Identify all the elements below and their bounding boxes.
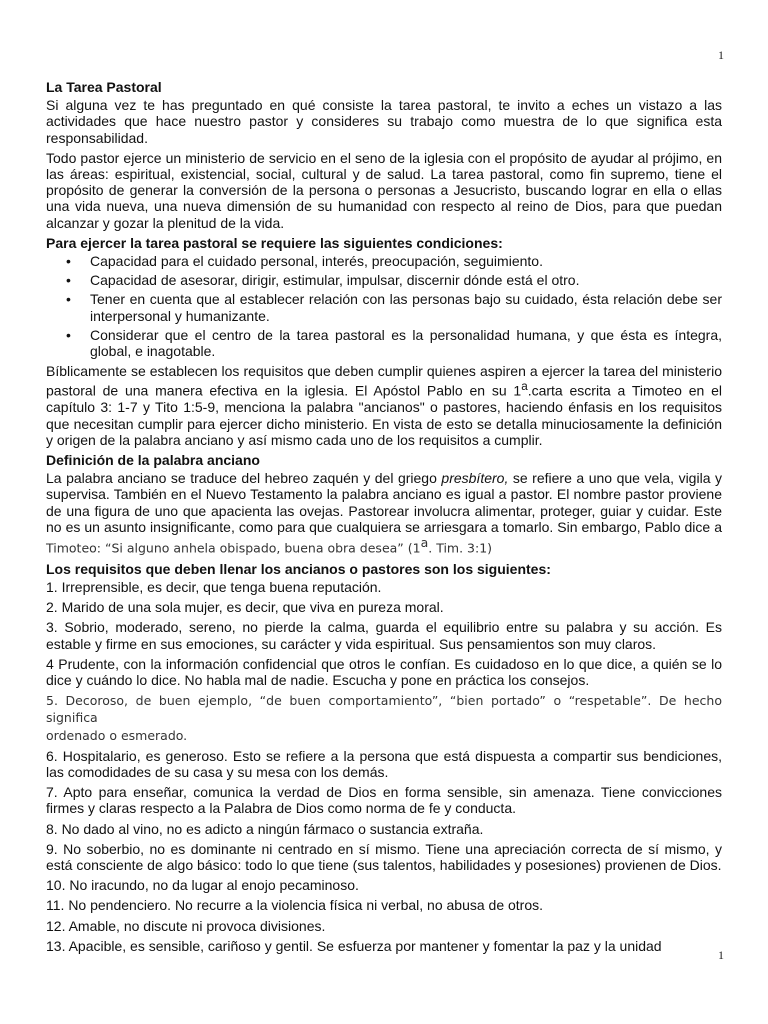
- definition-text-2: se refiere a uno que vela, vigila y supervisa. También en el Nuevo Testamento la palabra anciano es igual a pastor. El nombre pastor proviene de una figura de uno que apacienta las ovejas. Pastorear involucra alimentar, proteger, guiar y cuidar. Este no es un asunto insignificante, como para que cualquiera se arriesgara a tomarlo. Sin embargo, Pablo dice a: [46, 470, 723, 535]
- list-item: [46, 692, 722, 744]
- definition-paragraph: [46, 470, 722, 557]
- list-item: 4 Prudente, con la información confidencial que otros le confían. Es cuidadoso en lo que dice, a quién se lo dice y cuándo lo dice. No habla mal de nadie. Escucha y pone en práctica los consejos.: [46, 655, 722, 689]
- list-item: 8. No dado al vino, no es adicto a ningún fármaco o sustancia extraña.: [46, 820, 484, 837]
- definition-quote-superscript: a: [420, 534, 429, 550]
- biblical-text-2: .carta escrita a Timoteo en el capítulo 3: 1-7 y Tito 1:5-9, menciona la palabra "ancianos" o pastores, haciendo énfasis en los requisitos que necesitan cumplir para ejercer dicho ministerio. En vista de esto se detalla minuciosamente la definición y origen de la palabra anciano y así mismo cada uno de los requisitos a cumplir.: [46, 383, 722, 448]
- requirement-5-line-1: 5. Decoroso, de buen ejemplo, “de buen comportamiento”, “bien portado” o “respetable”. De hecho significa: [46, 693, 722, 726]
- list-item: • Tener en cuenta que al establecer relación con las personas bajo su cuidado, ésta relación debe ser interpersonal y humanizante.: [90, 291, 722, 323]
- requirement-5-line-2: ordenado o esmerado.: [46, 727, 188, 743]
- list-item: 3. Sobrio, moderado, sereno, no pierde la calma, guarda el equilibrio entre su palabra y su acción. Es estable y firme en sus emociones, su carácter y vida espiritual. Sus pensamientos son muy claros.: [46, 619, 722, 652]
- document-body: [46, 79, 722, 958]
- list-item: 6. Hospitalario, es generoso. Esto se refiere a la persona que está dispuesta a compartir sus bendiciones, las comodidades de su casa y su mesa con los demás.: [46, 747, 722, 781]
- list-item: • Considerar que el centro de la tarea pastoral es la personalidad humana, y que ésta es íntegra, global, e inagotable.: [90, 327, 722, 359]
- list-item: 13. Apacible, es sensible, cariñoso y gentil. Se esfuerza por mantener y fomentar la paz y la unidad: [46, 937, 662, 954]
- document-title: La Tarea Pastoral: [46, 79, 162, 95]
- biblical-text-1: Bíblicamente se establecen los requisitos que deben cumplir quienes aspiren a ejercer la tarea del ministerio pastoral de una manera efectiva en la iglesia. El Apóstol Pablo en su 1: [46, 363, 722, 400]
- biblical-paragraph: [46, 363, 722, 448]
- requirements-heading: Los requisitos que deben llenar los ancianos o pastores son los siguientes:: [46, 560, 551, 577]
- definition-italic-term: presbítero,: [441, 470, 509, 487]
- conditions-list: [46, 253, 722, 359]
- list-item: 11. No pendenciero. No recurre a la violencia física ni verbal, no abusa de otros.: [46, 897, 544, 914]
- list-item: 9. No soberbio, no es dominante ni centrado en sí mismo. Tiene una apreciación correcta de sí mismo, y está consciente de algo básico: todo lo que tiene (sus talentos, habilidades y posesiones) provienen de Dios.: [46, 840, 722, 874]
- ministry-paragraph: Todo pastor ejerce un ministerio de servicio en el seno de la iglesia con el propósito de ayudar al prójimo, en las áreas: espiritual, existencial, social, cultural y de salud. La tarea pastoral, como fin supremo, tiene el propósito de generar la conversión de la persona o personas a Jesucristo, buscando lograr en ella o ellas una vida nueva, una nueva dimensión de su humanidad con respecto al reino de Dios, para que puedan alcanzar y gozar la plenitud de la vida.: [46, 149, 722, 231]
- list-item: 1. Irreprensible, es decir, que tenga buena reputación.: [46, 579, 382, 595]
- list-item: 12. Amable, no discute ni provoca divisiones.: [46, 917, 326, 934]
- list-item: • Capacidad para el cuidado personal, interés, preocupación, seguimiento.: [90, 253, 722, 269]
- definition-quote: Timoteo: “Si alguno anhela obispado, buena obra desea” (1: [46, 540, 421, 556]
- conditions-heading: Para ejercer la tarea pastoral se requiere las siguientes condiciones:: [46, 234, 503, 251]
- list-item: • Capacidad de asesorar, dirigir, estimular, impulsar, discernir dónde está el otro.: [90, 272, 722, 288]
- definition-text-1: La palabra anciano se traduce del hebreo zaquén y del griego: [46, 470, 442, 487]
- list-item: 7. Apto para enseñar, comunica la verdad de Dios en forma sensible, sin amenaza. Tiene convicciones firmes y claras respecto a la Palabra de Dios como norma de fe y conducta.: [46, 784, 722, 817]
- requirements-list: [46, 579, 722, 954]
- biblical-superscript: a: [521, 380, 528, 394]
- page-number-bottom: 1: [718, 948, 724, 962]
- definition-quote-end: . Tim. 3:1): [428, 540, 493, 556]
- definition-heading: Definición de la palabra anciano: [46, 451, 260, 468]
- list-item: 2. Marido de una sola mujer, es decir, que viva en pureza moral.: [46, 599, 444, 616]
- list-item: 10. No iracundo, no da lugar al enojo pecaminoso.: [46, 877, 359, 894]
- intro-paragraph: Si alguna vez te has preguntado en qué consiste la tarea pastoral, te invito a eches un vistazo a las actividades que hace nuestro pastor y consideres su trabajo como muestra de lo que significa esta responsabilidad.: [46, 97, 722, 146]
- page-number-top: 1: [718, 48, 724, 62]
